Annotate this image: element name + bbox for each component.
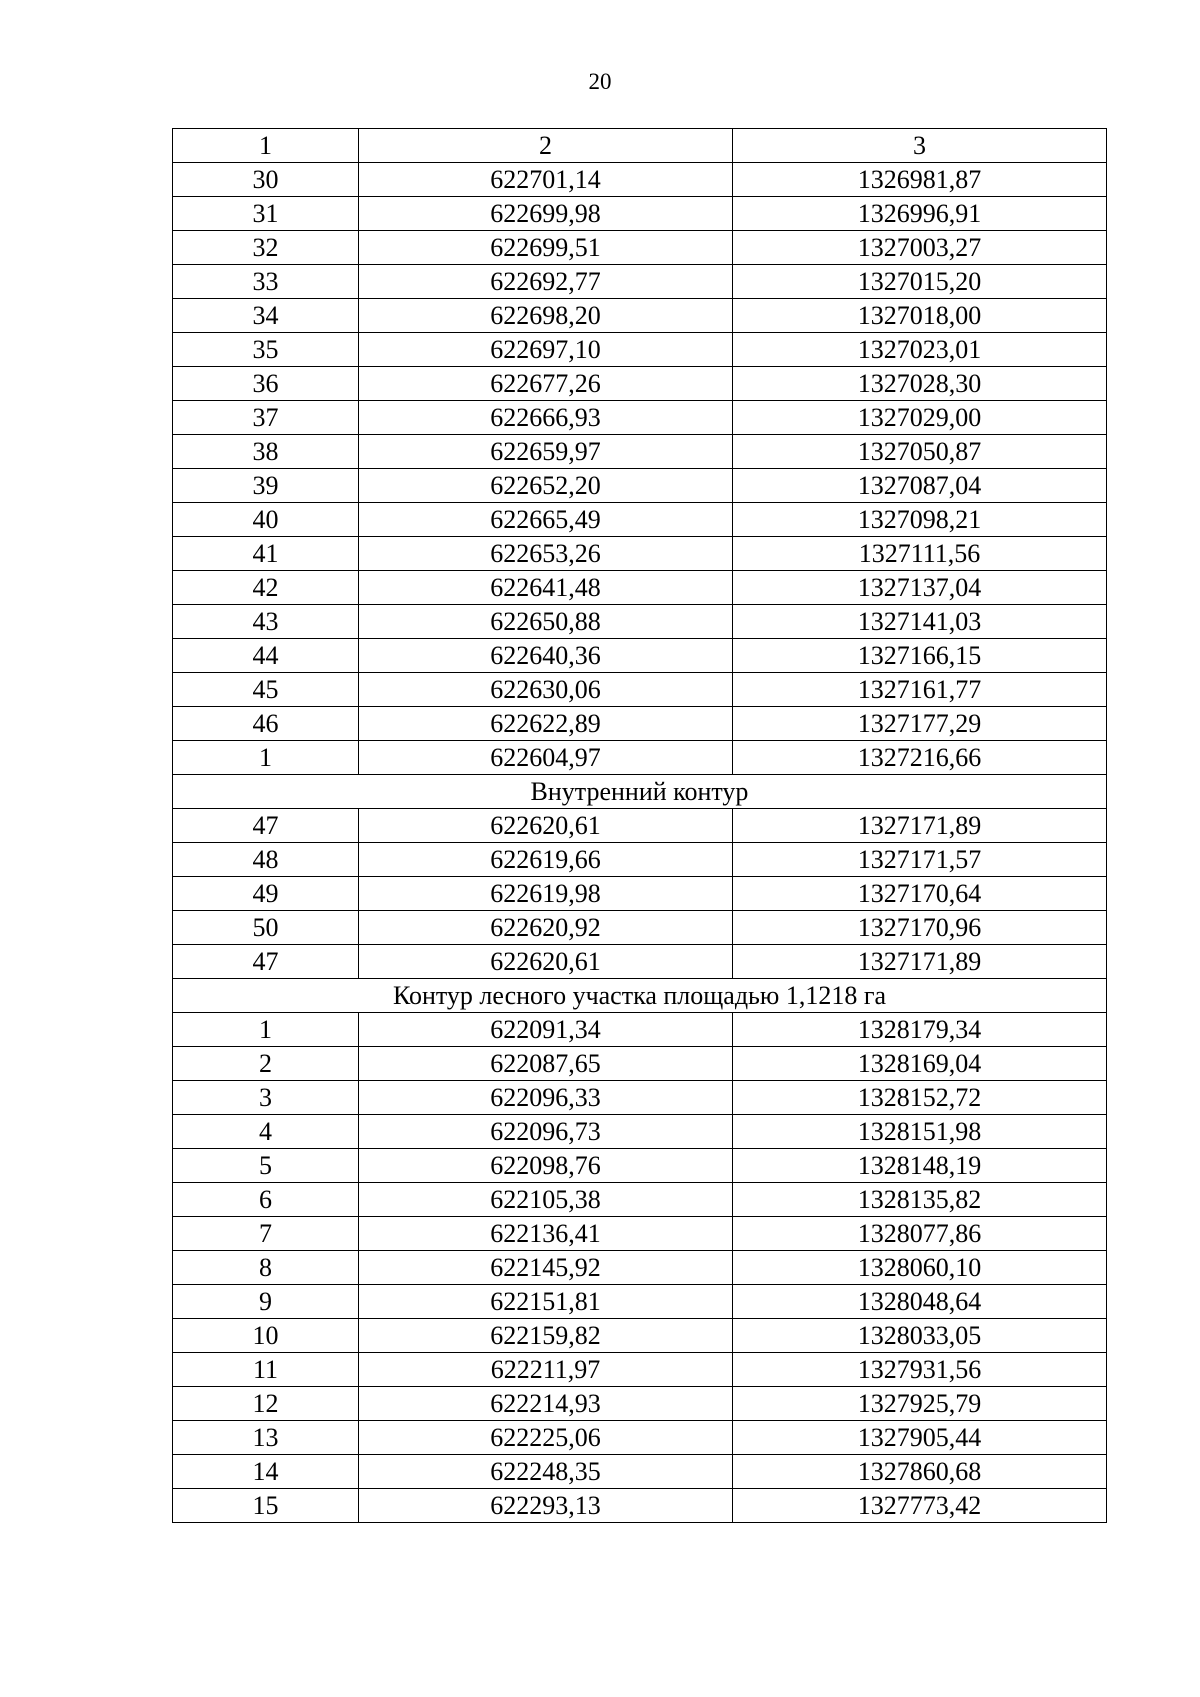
table-row bbox=[173, 571, 1107, 605]
table-row bbox=[173, 197, 1107, 231]
cell-x-coordinate: 622096,73 bbox=[359, 1115, 733, 1149]
cell-point-number: 12 bbox=[173, 1387, 359, 1421]
table-row bbox=[173, 605, 1107, 639]
cell-y-coordinate: 1328148,19 bbox=[733, 1149, 1107, 1183]
cell-x-coordinate: 622699,98 bbox=[359, 197, 733, 231]
table-header-row bbox=[173, 129, 1107, 163]
cell-x-coordinate: 622701,14 bbox=[359, 163, 733, 197]
cell-point-number: 33 bbox=[173, 265, 359, 299]
cell-point-number: 7 bbox=[173, 1217, 359, 1251]
cell-x-coordinate: 622098,76 bbox=[359, 1149, 733, 1183]
cell-x-coordinate: 622619,66 bbox=[359, 843, 733, 877]
cell-point-number: 48 bbox=[173, 843, 359, 877]
cell-y-coordinate: 1327050,87 bbox=[733, 435, 1107, 469]
cell-x-coordinate: 622620,61 bbox=[359, 809, 733, 843]
cell-y-coordinate: 1327087,04 bbox=[733, 469, 1107, 503]
cell-x-coordinate: 622091,34 bbox=[359, 1013, 733, 1047]
cell-point-number: 14 bbox=[173, 1455, 359, 1489]
cell-y-coordinate: 1327161,77 bbox=[733, 673, 1107, 707]
cell-y-coordinate: 1327171,89 bbox=[733, 945, 1107, 979]
table-row bbox=[173, 401, 1107, 435]
table-row bbox=[173, 1421, 1107, 1455]
cell-point-number: 15 bbox=[173, 1489, 359, 1523]
cell-x-coordinate: 622697,10 bbox=[359, 333, 733, 367]
cell-point-number: 10 bbox=[173, 1319, 359, 1353]
cell-x-coordinate: 622692,77 bbox=[359, 265, 733, 299]
cell-x-coordinate: 622620,61 bbox=[359, 945, 733, 979]
cell-point-number: 34 bbox=[173, 299, 359, 333]
cell-x-coordinate: 622604,97 bbox=[359, 741, 733, 775]
cell-y-coordinate: 1327141,03 bbox=[733, 605, 1107, 639]
cell-point-number: 32 bbox=[173, 231, 359, 265]
cell-point-number: 42 bbox=[173, 571, 359, 605]
cell-x-coordinate: 622630,06 bbox=[359, 673, 733, 707]
cell-y-coordinate: 1327171,57 bbox=[733, 843, 1107, 877]
cell-point-number: 1 bbox=[173, 741, 359, 775]
table-row bbox=[173, 163, 1107, 197]
section-row bbox=[173, 979, 1107, 1013]
table-row bbox=[173, 707, 1107, 741]
cell-x-coordinate: 622640,36 bbox=[359, 639, 733, 673]
cell-x-coordinate: 622666,93 bbox=[359, 401, 733, 435]
cell-y-coordinate: 1328135,82 bbox=[733, 1183, 1107, 1217]
table-row bbox=[173, 843, 1107, 877]
cell-y-coordinate: 1326996,91 bbox=[733, 197, 1107, 231]
cell-x-coordinate: 622665,49 bbox=[359, 503, 733, 537]
table-row bbox=[173, 1489, 1107, 1523]
column-header-x: 2 bbox=[359, 129, 733, 163]
table-row bbox=[173, 1251, 1107, 1285]
cell-point-number: 41 bbox=[173, 537, 359, 571]
cell-x-coordinate: 622293,13 bbox=[359, 1489, 733, 1523]
cell-y-coordinate: 1328048,64 bbox=[733, 1285, 1107, 1319]
cell-point-number: 49 bbox=[173, 877, 359, 911]
cell-point-number: 30 bbox=[173, 163, 359, 197]
cell-point-number: 9 bbox=[173, 1285, 359, 1319]
cell-x-coordinate: 622622,89 bbox=[359, 707, 733, 741]
cell-y-coordinate: 1328077,86 bbox=[733, 1217, 1107, 1251]
cell-x-coordinate: 622641,48 bbox=[359, 571, 733, 605]
cell-point-number: 8 bbox=[173, 1251, 359, 1285]
cell-x-coordinate: 622225,06 bbox=[359, 1421, 733, 1455]
cell-point-number: 3 bbox=[173, 1081, 359, 1115]
section-row bbox=[173, 775, 1107, 809]
cell-x-coordinate: 622248,35 bbox=[359, 1455, 733, 1489]
cell-x-coordinate: 622087,65 bbox=[359, 1047, 733, 1081]
table-row bbox=[173, 1387, 1107, 1421]
cell-point-number: 11 bbox=[173, 1353, 359, 1387]
table-row bbox=[173, 435, 1107, 469]
cell-point-number: 2 bbox=[173, 1047, 359, 1081]
cell-x-coordinate: 622145,92 bbox=[359, 1251, 733, 1285]
cell-y-coordinate: 1327137,04 bbox=[733, 571, 1107, 605]
cell-y-coordinate: 1328152,72 bbox=[733, 1081, 1107, 1115]
cell-x-coordinate: 622699,51 bbox=[359, 231, 733, 265]
cell-point-number: 36 bbox=[173, 367, 359, 401]
cell-y-coordinate: 1327028,30 bbox=[733, 367, 1107, 401]
cell-x-coordinate: 622653,26 bbox=[359, 537, 733, 571]
cell-point-number: 37 bbox=[173, 401, 359, 435]
cell-x-coordinate: 622677,26 bbox=[359, 367, 733, 401]
table-row bbox=[173, 265, 1107, 299]
table-row bbox=[173, 469, 1107, 503]
cell-point-number: 5 bbox=[173, 1149, 359, 1183]
cell-y-coordinate: 1327860,68 bbox=[733, 1455, 1107, 1489]
cell-y-coordinate: 1327111,56 bbox=[733, 537, 1107, 571]
table-row bbox=[173, 809, 1107, 843]
cell-y-coordinate: 1327170,96 bbox=[733, 911, 1107, 945]
cell-point-number: 44 bbox=[173, 639, 359, 673]
cell-point-number: 47 bbox=[173, 945, 359, 979]
cell-x-coordinate: 622620,92 bbox=[359, 911, 733, 945]
table-row bbox=[173, 1149, 1107, 1183]
cell-point-number: 13 bbox=[173, 1421, 359, 1455]
cell-y-coordinate: 1327925,79 bbox=[733, 1387, 1107, 1421]
page-number: 20 bbox=[588, 69, 612, 94]
cell-point-number: 40 bbox=[173, 503, 359, 537]
cell-y-coordinate: 1327905,44 bbox=[733, 1421, 1107, 1455]
cell-point-number: 43 bbox=[173, 605, 359, 639]
cell-x-coordinate: 622151,81 bbox=[359, 1285, 733, 1319]
table-body bbox=[173, 163, 1107, 1523]
cell-x-coordinate: 622650,88 bbox=[359, 605, 733, 639]
cell-y-coordinate: 1327170,64 bbox=[733, 877, 1107, 911]
cell-point-number: 47 bbox=[173, 809, 359, 843]
table-row bbox=[173, 639, 1107, 673]
table-row bbox=[173, 911, 1107, 945]
cell-x-coordinate: 622211,97 bbox=[359, 1353, 733, 1387]
table-row bbox=[173, 1115, 1107, 1149]
cell-x-coordinate: 622619,98 bbox=[359, 877, 733, 911]
cell-x-coordinate: 622105,38 bbox=[359, 1183, 733, 1217]
cell-y-coordinate: 1327166,15 bbox=[733, 639, 1107, 673]
cell-y-coordinate: 1327773,42 bbox=[733, 1489, 1107, 1523]
table-row bbox=[173, 945, 1107, 979]
table-row bbox=[173, 1285, 1107, 1319]
cell-y-coordinate: 1328033,05 bbox=[733, 1319, 1107, 1353]
cell-point-number: 6 bbox=[173, 1183, 359, 1217]
table-row bbox=[173, 231, 1107, 265]
table-row bbox=[173, 333, 1107, 367]
cell-point-number: 46 bbox=[173, 707, 359, 741]
cell-x-coordinate: 622096,33 bbox=[359, 1081, 733, 1115]
table-row bbox=[173, 367, 1107, 401]
cell-y-coordinate: 1328169,04 bbox=[733, 1047, 1107, 1081]
cell-y-coordinate: 1327018,00 bbox=[733, 299, 1107, 333]
cell-y-coordinate: 1327177,29 bbox=[733, 707, 1107, 741]
table-row bbox=[173, 1217, 1107, 1251]
table-row bbox=[173, 1353, 1107, 1387]
cell-y-coordinate: 1327015,20 bbox=[733, 265, 1107, 299]
table-row bbox=[173, 741, 1107, 775]
cell-y-coordinate: 1327023,01 bbox=[733, 333, 1107, 367]
section-label: Внутренний контур bbox=[173, 775, 1107, 809]
table-row bbox=[173, 877, 1107, 911]
column-header-y: 3 bbox=[733, 129, 1107, 163]
table-row bbox=[173, 1455, 1107, 1489]
cell-point-number: 1 bbox=[173, 1013, 359, 1047]
cell-x-coordinate: 622652,20 bbox=[359, 469, 733, 503]
table-row bbox=[173, 503, 1107, 537]
cell-y-coordinate: 1327003,27 bbox=[733, 231, 1107, 265]
cell-x-coordinate: 622698,20 bbox=[359, 299, 733, 333]
table-row bbox=[173, 1319, 1107, 1353]
table-row bbox=[173, 1047, 1107, 1081]
cell-y-coordinate: 1328179,34 bbox=[733, 1013, 1107, 1047]
cell-y-coordinate: 1328151,98 bbox=[733, 1115, 1107, 1149]
cell-point-number: 50 bbox=[173, 911, 359, 945]
table-row bbox=[173, 1013, 1107, 1047]
coordinates-table bbox=[172, 128, 1107, 1523]
cell-point-number: 38 bbox=[173, 435, 359, 469]
cell-y-coordinate: 1327216,66 bbox=[733, 741, 1107, 775]
cell-point-number: 39 bbox=[173, 469, 359, 503]
cell-y-coordinate: 1327029,00 bbox=[733, 401, 1107, 435]
cell-x-coordinate: 622159,82 bbox=[359, 1319, 733, 1353]
cell-point-number: 45 bbox=[173, 673, 359, 707]
column-header-point: 1 bbox=[173, 129, 359, 163]
table-row bbox=[173, 1183, 1107, 1217]
table-row bbox=[173, 673, 1107, 707]
cell-y-coordinate: 1328060,10 bbox=[733, 1251, 1107, 1285]
cell-y-coordinate: 1327171,89 bbox=[733, 809, 1107, 843]
table-row bbox=[173, 1081, 1107, 1115]
cell-point-number: 4 bbox=[173, 1115, 359, 1149]
cell-point-number: 31 bbox=[173, 197, 359, 231]
table-row bbox=[173, 299, 1107, 333]
cell-y-coordinate: 1326981,87 bbox=[733, 163, 1107, 197]
cell-x-coordinate: 622659,97 bbox=[359, 435, 733, 469]
cell-x-coordinate: 622214,93 bbox=[359, 1387, 733, 1421]
cell-y-coordinate: 1327931,56 bbox=[733, 1353, 1107, 1387]
cell-y-coordinate: 1327098,21 bbox=[733, 503, 1107, 537]
table-row bbox=[173, 537, 1107, 571]
cell-x-coordinate: 622136,41 bbox=[359, 1217, 733, 1251]
cell-point-number: 35 bbox=[173, 333, 359, 367]
section-label: Контур лесного участка площадью 1,1218 га bbox=[173, 979, 1107, 1013]
